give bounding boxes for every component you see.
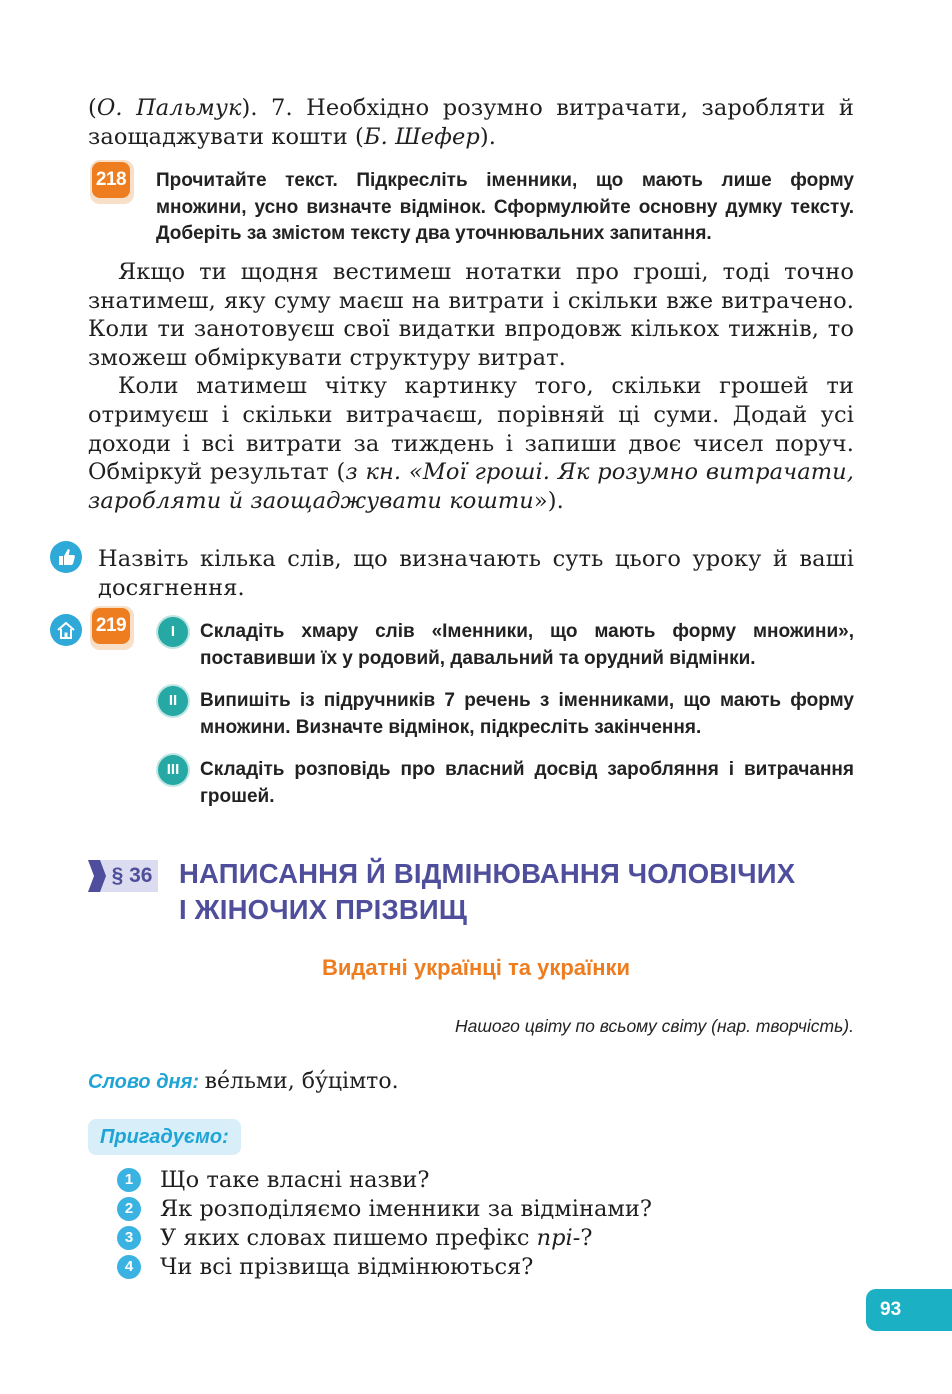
word-of-day-words: ве́льми, бу́цімто. bbox=[204, 1069, 399, 1094]
reading-paragraph-1: Якщо ти щодня вестимеш нотатки про гроші, тоді точно знатимеш, яку суму маєш на витрати і скільки вже витрачено. Коли ти занотовуєш свої видатки впродовж кількох тижнів, то зможеш обміркувати структуру витрат. bbox=[88, 259, 854, 371]
page-number: 93 bbox=[866, 1289, 952, 1331]
reflection-text: Назвіть кілька слів, що визначають суть цього уроку й ваші досягнення. bbox=[98, 546, 854, 601]
word-of-day-label: Слово дня: bbox=[88, 1071, 200, 1093]
task-219-badge: 219 bbox=[90, 606, 134, 650]
reading-text bbox=[88, 258, 854, 515]
word-of-day bbox=[88, 1068, 399, 1094]
question-1-number: 1 bbox=[117, 1168, 141, 1192]
section-title: НАПИСАННЯ Й ВІДМІНЮВАННЯ ЧОЛОВІЧИХ І ЖІНОЧИХ ПРІЗВИЩ bbox=[179, 858, 796, 925]
author-shefer: Б. Шефер bbox=[363, 123, 480, 150]
task-218-instruction: Прочитайте текст. Підкресліть іменники, що мають лише форму множини, усно визначте відмінок. Сформулюйте основну думку тексту. Доберіть за змістом тексту два уточнювальних запитання. bbox=[156, 170, 854, 244]
section-subtitle: Видатні українці та українки bbox=[321, 955, 631, 980]
top-paragraph: (О. Пальмук). 7. Необхідно розумно витрачати, заробляти й заощаджувати кошти (Б. Шефер). bbox=[88, 95, 854, 150]
question-3: У яких словах пишемо префікс прі-? bbox=[160, 1225, 593, 1251]
question-4-number: 4 bbox=[117, 1255, 141, 1279]
question-1: Що таке власні назви? bbox=[160, 1167, 430, 1193]
task-218-badge: 218 bbox=[90, 160, 134, 204]
level-1-marker: I bbox=[158, 617, 188, 647]
epigraph: Нашого цвіту по всьому світу (нар. творчість). bbox=[455, 1016, 854, 1036]
level-3-text: Складіть розповідь про власний досвід заробляння і витрачання грошей. bbox=[200, 759, 854, 807]
question-2: Як розподіляємо іменники за відмінами? bbox=[160, 1196, 652, 1222]
author-palmuk: О. Пальмук bbox=[96, 95, 242, 121]
thumbs-up-icon bbox=[50, 541, 82, 573]
level-2-text: Випишіть із підручників 7 речень з іменниками, що мають форму множини. Визначте відмінок, підкресліть закінчення. bbox=[200, 690, 854, 738]
question-3-number: 3 bbox=[117, 1226, 141, 1250]
level-1-text: Складіть хмару слів «Іменники, що мають форму множини», поставивши їх у родовий, давальний та орудний відмінки. bbox=[200, 621, 854, 669]
level-3-marker: III bbox=[158, 755, 188, 785]
source-title: Мої гроші. Як розумно витрачати, заробляти й заощаджувати кошти bbox=[88, 459, 854, 514]
reading-paragraph-2: Коли матимеш чітку картинку того, скільки грошей ти отримуєш і скільки витрачаєш, порівняй ці суми. Додай усі доходи і всі витрати за тиждень і запиши двоє чисел поруч. Обміркуй результат (з кн. «Мої гроші. Як розумно витрачати, заробляти й заощаджувати кошти»). bbox=[88, 373, 854, 514]
question-2-number: 2 bbox=[117, 1197, 141, 1221]
section-number: § 36 bbox=[111, 864, 153, 887]
level-2-marker: II bbox=[158, 686, 188, 716]
question-4: Чи всі прізвища відмінюються? bbox=[160, 1254, 534, 1280]
recall-label: Пригадуємо: bbox=[88, 1119, 241, 1155]
home-icon bbox=[50, 614, 82, 646]
